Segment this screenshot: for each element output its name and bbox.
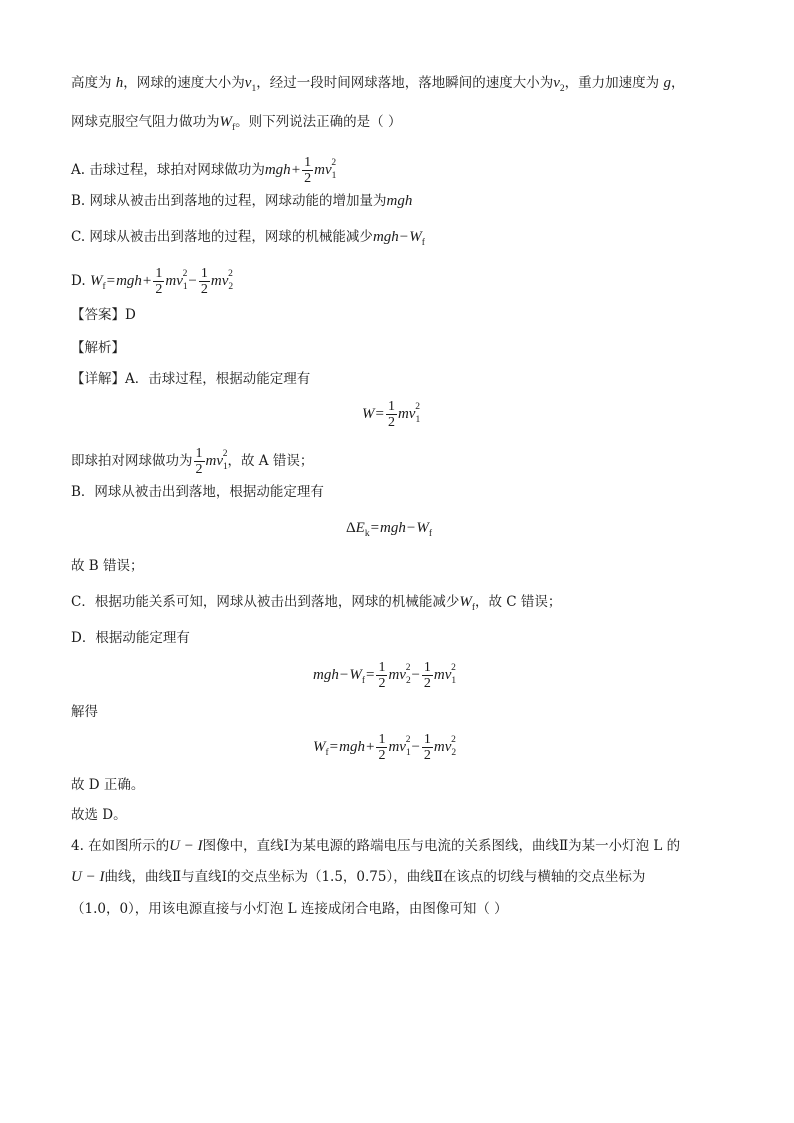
d-conclusion: 故 D 正确。 — [71, 777, 145, 793]
analysis-label: 【解析】 — [71, 340, 125, 356]
option-d: D. $W_f=mgh+$ $\frac{1}{2}$ $mv_1^2-$ $\frac{1}{2}$ $mv_2^2$ — [71, 266, 234, 297]
question-3-line-2: 网球克服空气阻力做功为$W_f$。则下列说法正确的是（ ） — [71, 114, 402, 133]
option-c: C. 网球从被击出到落地的过程，网球的机械能减少$mgh-W_f$ — [71, 229, 425, 248]
b-conclusion: 故 B 错误； — [71, 558, 144, 574]
symbol-wf: $W_f$ — [219, 114, 236, 133]
equation-energy: $mgh-W_f=$ $\frac{1}{2}$ $mv_2^2-$ $\frac{1}{2}$ $mv_1^2$ — [313, 660, 457, 691]
d-text: D．根据动能定理有 — [71, 630, 190, 646]
detail-a: 【详解】A．击球过程，根据动能定理有 — [71, 371, 311, 387]
symbol-h: h — [115, 75, 124, 91]
equation-work: W= $\frac{1}{2}$ $mv_1^2$ — [362, 399, 421, 430]
question-3-line-1: 高度为 h，网球的速度大小为$v_1$，经过一段时间网球落地，落地瞬间的速度大小为$v_2$，重力加速度为 g， — [71, 75, 685, 94]
symbol-g: g — [663, 75, 671, 91]
option-b: B. 网球从被击出到落地的过程，网球动能的增加量为mgh — [71, 193, 413, 209]
equation-kinetic: $\Delta E_k=mgh-W_f$ — [346, 520, 433, 539]
option-a: A. 击球过程，球拍对网球做功为mgh+ $\frac{1}{2}$ $mv_1^2$ — [71, 155, 337, 186]
b-text: B．网球从被击出到落地，根据动能定理有 — [71, 484, 324, 500]
final-choice: 故选 D。 — [71, 807, 127, 823]
equation-result: $W_f=mgh+$ $\frac{1}{2}$ $mv_1^2-$ $\frac{1}{2}$ $mv_2^2$ — [313, 732, 457, 763]
solve-label: 解得 — [71, 704, 98, 720]
question-4-line-3: （1.0，0），用该电源直接与小灯泡 L 连接成闭合电路，由图像可知（ ） — [71, 901, 508, 917]
fraction-half: $\frac{1}{2}$ — [304, 155, 312, 186]
question-4-line-2: U − I曲线，曲线Ⅱ与直线Ⅰ的交点坐标为（1.5，0.75），曲线Ⅱ在该点的切线与横轴的交点坐标为 — [71, 869, 646, 885]
question-4-line-1: 4. 在如图所示的U − I图像中，直线Ⅰ为某电源的路端电压与电流的关系图线，曲线Ⅱ为某一小灯泡 L 的 — [71, 838, 681, 854]
a-conclusion: 即球拍对网球做功为 $\frac{1}{2}$ $mv_1^2$，故 A 错误； — [71, 446, 314, 477]
c-text: C．根据功能关系可知，网球从被击出到落地，网球的机械能减少$W_f$，故 C 错误； — [71, 594, 562, 613]
answer-label: 【答案】D — [71, 307, 136, 323]
